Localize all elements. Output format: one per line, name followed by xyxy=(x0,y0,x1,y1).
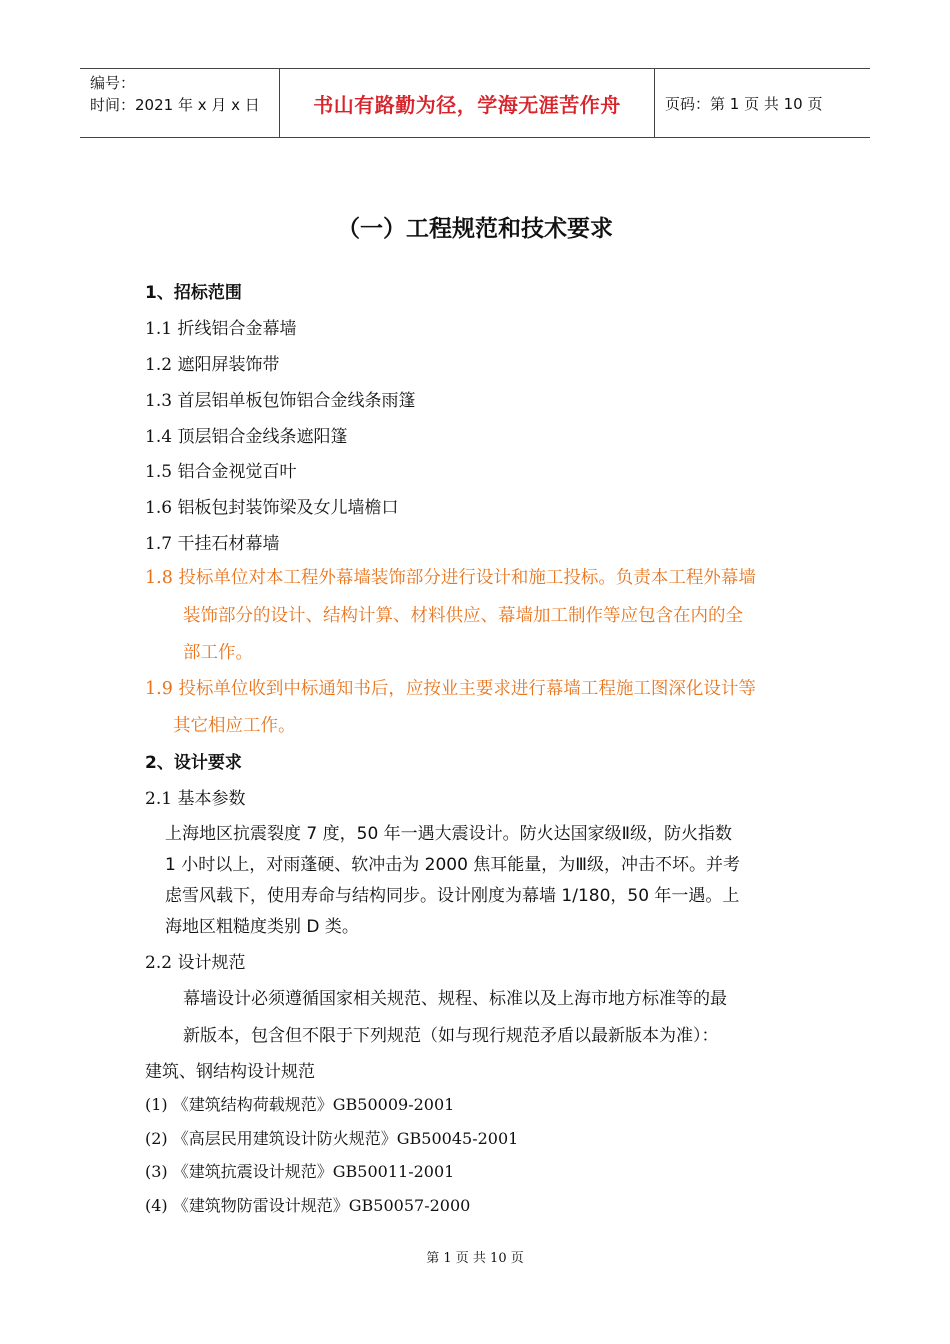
standard-item: (4) 《建筑物防雷设计规范》GB50057-2000 xyxy=(145,1196,471,1215)
list-item: 1.4 顶层铝合金线条遮阳篷 xyxy=(145,427,348,447)
list-item: 1.3 首层铝单板包饰铝合金线条雨篷 xyxy=(145,391,416,411)
header-motto: 书山有路勤为径，学海无涯苦作舟 xyxy=(313,92,621,117)
paragraph-line: 新版本，包含但不限于下列规范（如与现行规范矛盾以最新版本为准）： xyxy=(183,1026,719,1046)
subsection-2-1-title: 2.1 基本参数 xyxy=(145,789,246,809)
list-item: 1.7 干挂石材幕墙 xyxy=(145,534,280,554)
item-1-8-line1: 1.8 投标单位对本工程外幕墙装饰部分进行设计和施工投标。负责本工程外幕墙 xyxy=(145,568,756,588)
header-table xyxy=(80,68,870,138)
standard-item: (1) 《建筑结构荷载规范》GB50009-2001 xyxy=(145,1095,455,1114)
standards-category: 建筑、钢结构设计规范 xyxy=(145,1062,315,1082)
time-label: 时间：2021 年 x 月 x 日 xyxy=(90,96,260,114)
number-label: 编号： xyxy=(90,74,136,92)
page-footer: 第 1 页 共 10 页 xyxy=(426,1251,524,1266)
paragraph-line: 上海地区抗震裂度 7 度，50 年一遇大震设计。防火达国家级Ⅱ级，防火指数 xyxy=(165,824,733,844)
item-1-8-line2: 装饰部分的设计、结构计算、材料供应、幕墙加工制作等应包含在内的全 xyxy=(183,606,743,626)
item-1-9-line1: 1.9 投标单位收到中标通知书后，应按业主要求进行幕墙工程施工图深化设计等 xyxy=(145,679,756,699)
list-item: 1.1 折线铝合金幕墙 xyxy=(145,319,297,339)
header-page-info: 页码：第 1 页 共 10 页 xyxy=(665,94,823,113)
header-meta xyxy=(80,69,280,137)
paragraph-line: 海地区粗糙度类别 D 类。 xyxy=(165,917,359,937)
section1-heading: 1、招标范围 xyxy=(145,283,242,303)
subsection-2-2-title: 2.2 设计规范 xyxy=(145,953,246,973)
list-item: 1.5 铝合金视觉百叶 xyxy=(145,462,297,482)
standard-item: (2) 《高层民用建筑设计防火规范》GB50045-2001 xyxy=(145,1129,519,1148)
paragraph-line: 虑雪风载下，使用寿命与结构同步。设计刚度为幕墙 1/180，50 年一遇。上 xyxy=(165,886,740,906)
list-item: 1.6 铝板包封装饰梁及女儿墙檐口 xyxy=(145,498,399,518)
paragraph-line: 1 小时以上，对雨蓬硬、软冲击为 2000 焦耳能量，为Ⅲ级，冲击不坏。并考 xyxy=(165,855,741,875)
section2-heading: 2、设计要求 xyxy=(145,753,242,773)
header-motto-cell xyxy=(280,69,655,137)
item-1-9-line2: 其它相应工作。 xyxy=(173,716,296,736)
standard-item: (3) 《建筑抗震设计规范》GB50011-2001 xyxy=(145,1162,455,1181)
document-title: （一）工程规范和技术要求 xyxy=(337,216,613,242)
list-item: 1.2 遮阳屏装饰带 xyxy=(145,355,280,375)
paragraph-line: 幕墙设计必须遵循国家相关规范、规程、标准以及上海市地方标准等的最 xyxy=(183,989,727,1009)
item-1-8-line3: 部工作。 xyxy=(183,643,253,663)
